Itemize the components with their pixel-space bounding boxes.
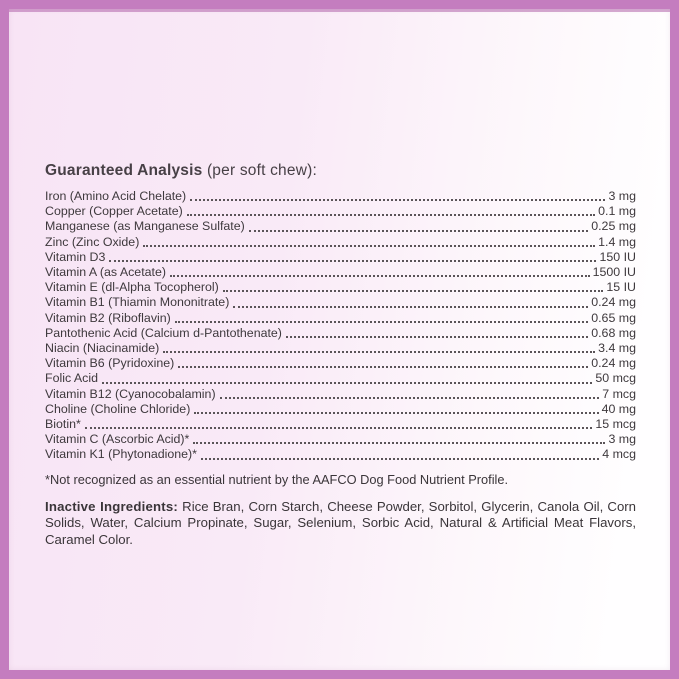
dot-leader [187, 214, 595, 216]
table-row [45, 326, 636, 341]
nutrient-name: Vitamin A (as Acetate) [45, 265, 166, 280]
table-row [45, 402, 636, 417]
table-row [45, 280, 636, 295]
dot-leader [220, 397, 600, 399]
nutrient-amount: 15 IU [606, 280, 636, 295]
aafco-footnote: *Not recognized as an essential nutrient by the AAFCO Dog Food Nutrient Profile. [45, 471, 509, 487]
table-row [45, 447, 636, 462]
dot-leader [175, 321, 588, 323]
heading-main: Guaranteed Analysis [45, 162, 203, 179]
nutrient-name: Vitamin B2 (Riboflavin) [45, 310, 171, 325]
dot-leader [170, 275, 590, 277]
nutrient-name: Vitamin B6 (Pyridoxine) [45, 356, 175, 371]
nutrient-amount: 4 mcg [602, 447, 636, 462]
label-content [45, 161, 636, 561]
nutrient-name: Iron (Amino Acid Chelate) [45, 189, 187, 203]
table-row [45, 387, 636, 402]
nutrient-amount: 50 mcg [595, 371, 636, 386]
nutrient-amount: 3 mg [608, 189, 636, 203]
dot-leader [249, 230, 588, 232]
nutrient-amount: 0.65 mg [591, 310, 636, 325]
dot-leader [194, 412, 598, 414]
inactive-ingredients-text: Rice Bran, Corn Starch, Cheese Powder, Sorbitol, Glycerin, Canola Oil, Corn Solids, Water, Calcium Propinate, Sugar, Selenium, Sorbic Acid, Natural & Artificial Meat Flavors, Caramel Color. [45, 498, 637, 547]
nutrient-amount: 3.4 mg [598, 341, 636, 356]
nutrient-amount: 15 mcg [595, 417, 636, 432]
table-row [45, 371, 636, 386]
nutrient-amount: 0.68 mg [591, 325, 636, 340]
table-row [45, 311, 636, 326]
table-row [45, 204, 636, 219]
table-row [45, 219, 636, 234]
nutrient-name: Vitamin E (dl-Alpha Tocopherol) [45, 280, 219, 295]
table-row [45, 417, 636, 432]
table-row [45, 235, 636, 250]
table-row [45, 265, 636, 280]
table-row [45, 432, 636, 447]
nutrient-name: Zinc (Zinc Oxide) [45, 234, 140, 249]
dot-leader [190, 199, 605, 201]
dot-leader [102, 382, 592, 384]
nutrient-amount: 0.1 mg [598, 204, 636, 219]
nutrient-amount: 0.24 mg [591, 295, 636, 310]
heading-qualifier: (per soft chew): [202, 162, 317, 179]
table-row [45, 250, 636, 265]
dot-leader [286, 336, 588, 338]
nutrient-name: Copper (Copper Acetate) [45, 204, 183, 219]
nutrient-name: Vitamin C (Ascorbic Acid)* [45, 432, 190, 447]
table-row [45, 356, 636, 371]
nutrient-name: Biotin* [45, 417, 81, 432]
dot-leader [193, 442, 605, 444]
dot-leader [223, 290, 604, 292]
nutrient-name: Vitamin K1 (Phytonadione)* [45, 447, 197, 462]
nutrient-amount: 7 mcg [602, 386, 636, 401]
dot-leader [233, 306, 588, 308]
nutrient-name: Manganese (as Manganese Sulfate) [45, 219, 245, 234]
guaranteed-analysis-heading [45, 161, 636, 180]
nutrient-list [45, 189, 636, 463]
inactive-ingredients [45, 499, 636, 549]
nutrient-name: Choline (Choline Chloride) [45, 401, 191, 416]
nutrient-name: Vitamin B1 (Thiamin Mononitrate) [45, 295, 230, 310]
dot-leader [201, 458, 599, 460]
nutrient-name: Pantothenic Acid (Calcium d-Pantothenate) [45, 325, 282, 340]
nutrient-name: Folic Acid [45, 371, 99, 386]
inactive-ingredients-label: Inactive Ingredients: [45, 498, 178, 514]
nutrient-amount: 150 IU [599, 249, 636, 264]
nutrient-amount: 0.25 mg [591, 219, 636, 234]
dot-leader [178, 366, 588, 368]
nutrient-amount: 40 mg [601, 401, 636, 416]
nutrient-amount: 0.24 mg [591, 356, 636, 371]
dot-leader [85, 427, 593, 429]
dot-leader [163, 351, 595, 353]
dot-leader [143, 245, 595, 247]
table-row [45, 295, 636, 310]
table-row [45, 189, 636, 204]
nutrient-name: Vitamin D3 [45, 249, 106, 264]
nutrient-amount: 3 mg [608, 432, 636, 447]
nutrient-name: Niacin (Niacinamide) [45, 341, 160, 356]
nutrient-amount: 1.4 mg [598, 234, 636, 249]
dot-leader [109, 260, 596, 262]
table-row [45, 341, 636, 356]
nutrient-name: Vitamin B12 (Cyanocobalamin) [45, 386, 216, 401]
nutrient-amount: 1500 IU [592, 265, 636, 280]
